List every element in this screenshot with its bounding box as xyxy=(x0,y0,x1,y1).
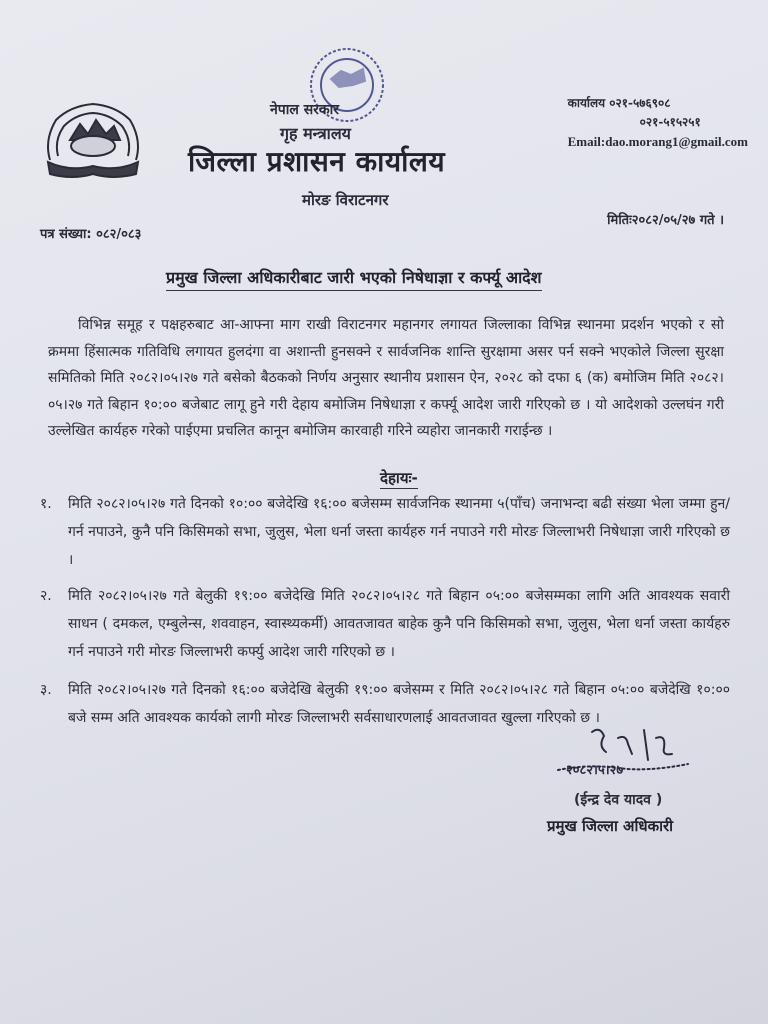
office-location: मोरङ विराटनगर xyxy=(302,191,389,209)
list-item-text: मिति २०८२।०५।२७ गते दिनको १०:०० बजेदेखि १६:०० बजेसम्म सार्वजनिक स्थानमा ५(पाँच) जनाभन्दा बढी संख्या भेला जम्मा हुन/गर्न नपाउने, कुनै पनि किसिमको सभा, जुलुस, भेला धर्ना जस्ता कार्यहरु गर्न नपाउने गरी मोरङ जिल्लाभरी निषेधाज्ञा जारी गरिएको छ । xyxy=(68,496,730,568)
list-item xyxy=(40,490,730,574)
list-item-number: १. xyxy=(40,496,52,512)
handwritten-signature xyxy=(548,724,698,784)
notice-body-text: विभिन्न समूह र पक्षहरुबाट आ-आफ्ना माग राखी विराटनगर महानगर लगायत जिल्लाका विभिन्न स्थानमा प्रदर्शन भएको र सो क्रममा हिंसात्मक गतिविधि लगायत हुलदंगा वा अशान्ती हुनसक्ने र सार्वजनिक शान्ति सुरक्षामा असर पर्न सक्ने भएकोले जिल्ला सुरक्षा समितिको मिति २०८२।०५।२७ गते बसेको बैठकको निर्णय अनुसार स्थानीय प्रशासन ऐन, २०२८ को दफा ६ (क) बमोजिम मिति २०८२।०५।२७ गते बिहान १०:०० बजेबाट लागू हुने गरी देहाय बमोजिम निषेधाज्ञा र कर्फ्यू आदेश जारी गरिएको छ । यो आदेशको उल्लघंन गरी उल्लेखित कार्यहरु गरेको पाईएमा प्रचलित कानून बमोजिम कारवाही गरिने व्यहोरा जानकारी गराईन्छ । xyxy=(48,317,724,439)
list-item-number: २. xyxy=(40,588,52,604)
letter-number: पत्र संख्या: ०८२/०८३ xyxy=(40,227,142,242)
government-name: नेपाल सरकार xyxy=(270,102,340,118)
notice-subject: प्रमुख जिल्ला अधिकारीबाट जारी भएको निषेधाज्ञा र कर्फ्यू आदेश xyxy=(166,266,542,291)
office-phone-2: ०२१-५१५२५१ xyxy=(639,115,701,129)
office-title: जिल्ला प्रशासन कार्यालय xyxy=(188,145,446,178)
office-email: Email:dao.morang1@gmail.com xyxy=(567,134,748,149)
dehaya-heading: देहायः- xyxy=(380,469,418,487)
list-item xyxy=(40,582,730,666)
list-item-number: ३. xyxy=(40,682,52,698)
notice-body xyxy=(48,312,724,445)
list-item-text: मिति २०८२।०५।२७ गते बेलुकी १९:०० बजेदेखि मिति २०८२।०५।२८ गते बिहान ०५:०० बजेसम्मका लागि अति आवश्यक सवारी साधन ( दमकल, एम्बुलेन्स, शववाहन, स्वास्थ्यकर्मी) आवतजावत बाहेक कुनै पनि किसिमको सभा, जुलुस, भेला धर्ना जस्ता कार्यहरु गर्न नपाउने गरी मोरङ जिल्लाभरी कर्फ्यु आदेश जारी गरिएको छ । xyxy=(68,588,730,660)
contact-block xyxy=(568,94,748,151)
ministry-name: गृह मन्त्रालय xyxy=(280,124,351,143)
signer-name: (ईन्द्र देव यादव ) xyxy=(574,792,663,808)
signer-title: प्रमुख जिल्ला अधिकारी xyxy=(547,817,674,835)
nepal-emblem-icon xyxy=(40,100,146,180)
list-item-text: मिति २०८२।०५।२७ गते दिनको १६:०० बजेदेखि बेलुकी १९:०० बजेसम्म र मिति २०८२।०५।२८ गते बिहान ०५:०० बजेदेखि १०:०० बजे सम्म अति आवश्यक कार्यको लागी मोरङ जिल्लाभरी सर्वसाधारणलाई आवतजावत खुल्ला गरिएको छ । xyxy=(68,682,730,726)
signature-date: २०८२।५।२७ xyxy=(566,763,624,778)
letter-date: मितिः२०८२/०५/२७ गते । xyxy=(607,213,724,228)
office-phone-1: कार्यालय ०२१-५७६९०८ xyxy=(567,96,671,110)
